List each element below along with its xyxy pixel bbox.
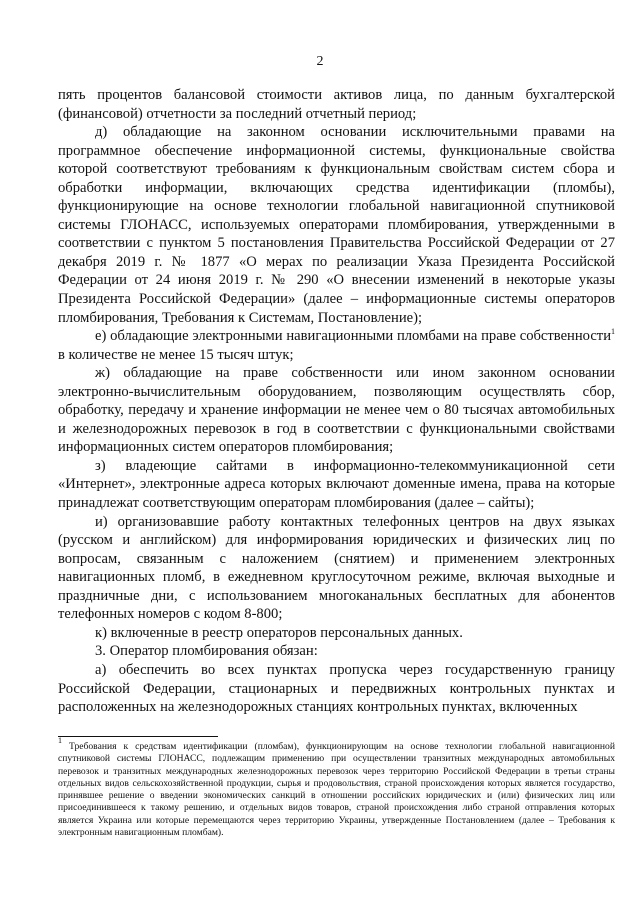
paragraph-continuation: пять процентов балансовой стоимости активов лица, по данным бухгалтерской (финансовой) отчетности за последний отчетный период; bbox=[58, 87, 615, 122]
paragraph-e-text: е) обладающие электронными навигационными пломбами на праве собственности bbox=[95, 328, 611, 345]
paragraph-i: и) организовавшие работу контактных телефонных центров на двух языках (русском и английском) для информирования юридических и физических лиц по вопросам, связанным с наложением (снятием) и применением электронных навигационных пломб, в ежедневном круглосуточном режиме, включая выходные и праздничные дни, с использованием многоканальных бесплатных для абонентов телефонных номеров с кодом 8-800; bbox=[58, 513, 615, 623]
footnote-separator bbox=[58, 736, 218, 737]
paragraph-z: з) владеющие сайтами в информационно-телекоммуникационной сети «Интернет», электронные адреса которых включают доменные имена, права на которые принадлежат соответствующим операторам пломбирования (далее – сайты); bbox=[58, 457, 615, 512]
document-body bbox=[58, 86, 615, 717]
footnote bbox=[58, 736, 615, 839]
paragraph-d: д) обладающие на законном основании исключительными правами на программное обеспечение информационной системы, функциональные свойства которой соответствуют требованиям к функциональным свойствам систем сбора и обработки информации, включающих средства идентификации (пломбы), функционирующие на основе технологии глобальной навигационной спутниковой системы ГЛОНАСС, используемых операторами пломбирования, утвержденными в соответствии с пунктом 5 постановления Правительства Российской Федерации от 27 декабря 2019 г. № 1877 «О мерах по реализации Указа Президента Российской Федерации от 24 июня 2019 г. № 290 «О внесении изменений в некоторые указы Президента Российской Федерации» (далее – информационные системы операторов пломбирования, Требования к Системам, Постановление); bbox=[58, 124, 615, 326]
section-3-heading: 3. Оператор пломбирования обязан: bbox=[95, 643, 318, 660]
page-number: 2 bbox=[316, 54, 324, 69]
paragraph-zh: ж) обладающие на праве собственности или ином законном основании электронно-вычислительным оборудованием, позволяющим осуществлять сбор, обработку, передачу и хранение информации не менее чем о 80 тысячах автомобильных и железнодорожных перевозок в год в соответствии с функциональными свойствами информационных систем операторов пломбирования; bbox=[58, 365, 615, 456]
footnote-text: Требования к средствам идентификации (пломбам), функционирующим на основе технологии глобальной навигационной спутниковой системы ГЛОНАСС, подлежащим применению при осуществлении транзитных международных автомобильных перевозок и транзитных международных железнодорожных перевозок через территорию Российской Федерации в третьи страны отдельных видов сельскохозяйственной продукции, сырья и продовольствия, страной происхождения которых является государство, принявшее решение о введении экономических санкций в отношении российских юридических и (или) физических лиц или присоединившееся к такому решению, и отдельных видов товаров, страной происхождения либо страной отправления которых является Украина или которые перемещаются через территорию Украины, утвержденные Постановлением (далее – Требования к электронным навигационным пломбам). bbox=[58, 741, 615, 839]
footnote-reference: 1 bbox=[611, 327, 615, 337]
paragraph-e bbox=[58, 327, 615, 364]
footnote-marker: 1 bbox=[58, 736, 62, 745]
paragraph-e-text-end: в количестве не менее 15 тысяч штук; bbox=[58, 346, 294, 363]
paragraph-3a: а) обеспечить во всех пунктах пропуска через государственную границу Российской Федерации, стационарных и передвижных контрольных пунктах и расположенных на железнодорожных станциях контрольных пунктах, включенных bbox=[58, 661, 615, 716]
footnote-paragraph bbox=[58, 736, 615, 839]
paragraph-k: к) включенные в реестр операторов персональных данных. bbox=[95, 624, 463, 641]
